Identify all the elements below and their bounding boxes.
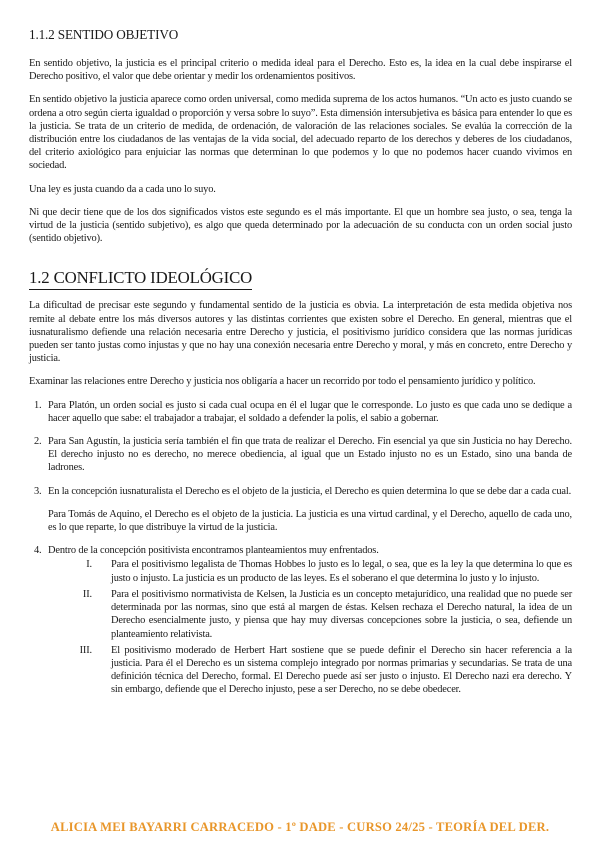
list-item-text: Para San Agustín, la justicia sería también el fin que trata de realizar el Derecho. Fin esencial ya que sin Justicia no hay Derecho. El derecho injusto no es derecho, no merece obediencia, al igual que un Estado injusto no es un Estado, sino una banda de ladrones.: [48, 436, 572, 474]
heading-conflicto-ideologico: 1.2 CONFLICTO IDEOLÓGICO: [29, 267, 252, 290]
list-item-extra-paragraph: Para Tomás de Aquino, el Derecho es el objeto de la justicia. La justicia es una virtud cardinal, y el Derecho, aquello de cada uno, es lo que reparte, lo que distribuye la virtud de la justicia.: [48, 508, 572, 534]
paragraph: Ni que decir tiene que de los dos significados vistos este segundo es el más importante. El que un hombre sea justo, o sea, tenga la virtud de la justicia (sentido subjetivo), es algo que queda determinado por la adecuación de su conducta con un orden social justo (sentido objetivo).: [29, 206, 572, 245]
document-body: [29, 27, 572, 707]
sublist-item-text: El positivismo moderado de Herbert Hart sostiene que se puede definir el Derecho sin hacer referencia a la justicia. Para él el Derecho es un sistema complejo integrado por normas primarias y secundarias. Se trata de una definición técnica del Derecho, formal. El Derecho puede así ser justo o injusto. El Derecho nazi era derecho. Y sin embargo, defiende que el Derecho injusto, pese a ser Derecho, no se debe obedecer.: [111, 644, 572, 696]
list-item: [29, 435, 572, 475]
list-item-text: Para Platón, un orden social es justo si cada cual ocupa en él el lugar que le corresponde. Lo justo es que cada uno se dedique a hacer aquello que sabe: el trabajador a trabajar, el soldado a defender la polis, el sabio a gobernar.: [48, 399, 572, 424]
list-item: [29, 399, 572, 425]
sublist-item-number: III.: [79, 644, 92, 656]
list-item-text: Dentro de la concepción positivista encontramos planteamientos muy enfrentados.: [48, 545, 379, 557]
list-item-number: 1.: [34, 399, 42, 411]
numbered-list: [29, 399, 572, 697]
list-item-number: 4.: [34, 545, 42, 557]
sublist-item: [48, 644, 572, 697]
sublist-item-number: II.: [82, 588, 92, 600]
paragraph: Examinar las relaciones entre Derecho y justicia nos obligaría a hacer un recorrido por todo el pensamiento jurídico y político.: [29, 376, 536, 388]
roman-sublist: [48, 558, 572, 696]
list-item: [29, 485, 572, 535]
sublist-item-text: Para el positivismo legalista de Thomas Hobbes lo justo es lo legal, o sea, que es la ley la que determina lo que es justo o injusto. La justicia es un producto de las leyes. Es el soberano el que determina lo justo y lo injusto.: [111, 559, 572, 584]
paragraph: La dificultad de precisar este segundo y fundamental sentido de la justicia es obvia. La interpretación de esta medida objetiva nos remite al debate entre los más diversos autores y las distintas corrientes que existen sobre el Derecho. En general, mientras que el iusnaturalismo defiende una relación necesaria entre Derecho y justicia, el positivismo jurídico considera que las normas jurídicas pueden ser tanto justas como injustas y que no hay una conexión necesaria entre Derecho y moral, y más en concreto, entre Derecho y justicia.: [29, 300, 572, 365]
page-footer: ALICIA MEI BAYARRI CARRACEDO - 1º DADE - CURSO 24/25 - TEORÍA DEL DER.: [50, 820, 550, 834]
list-item: [29, 544, 572, 696]
sublist-item: [48, 588, 572, 641]
list-item-number: 2.: [34, 436, 42, 448]
list-item-text: En la concepción iusnaturalista el Derecho es el objeto de la justicia, el Derecho es quien determina lo que se debe dar a cada cual.: [48, 485, 572, 497]
sublist-item-text: Para el positivismo normativista de Kelsen, la Justicia es un concepto metajurídico, una realidad que no puede ser determinada por las normas, sino que está al margen de éstas. Kelsen rechaza el Derecho natural, la idea de un Derecho esencialmente justo, y piensa que hay muy diversas concepciones sobre la justicia, o sea, defiende un planteamiento relativista.: [111, 588, 572, 640]
paragraph: En sentido objetivo la justicia aparece como orden universal, como medida suprema de los actos humanos. “Un acto es justo cuando se ordena a otro según cierta igualdad o proporción y versa sobre lo suyo”. Esta dimensión intersubjetiva es básica para entender lo que es la justicia. Se trata de un criterio de medida, de ordenación, de valoración de las relaciones sociales. Se evalúa la corrección de la distribución entre los ciudadanos de las ventajas de la vida social, del adecuado reparto de los derechos y deberes de los ciudadanos, del criterio axiológico para enjuiciar las normas que determinan lo que podemos y lo que no podemos hacer cuando vivimos en sociedad.: [29, 94, 572, 172]
heading-sentido-objetivo: 1.1.2 SENTIDO OBJETIVO: [29, 27, 179, 42]
list-item-number: 3.: [34, 485, 42, 497]
sublist-item: [48, 558, 572, 584]
sublist-item-number: I.: [86, 559, 92, 571]
paragraph: Una ley es justa cuando da a cada uno lo suyo.: [29, 183, 216, 195]
paragraph: En sentido objetivo, la justicia es el principal criterio o medida ideal para el Derecho. Esto es, la idea en la cual debe inspirarse el Derecho positivo, el valor que debe orientar y medir los ordenamientos positivos.: [29, 58, 572, 83]
